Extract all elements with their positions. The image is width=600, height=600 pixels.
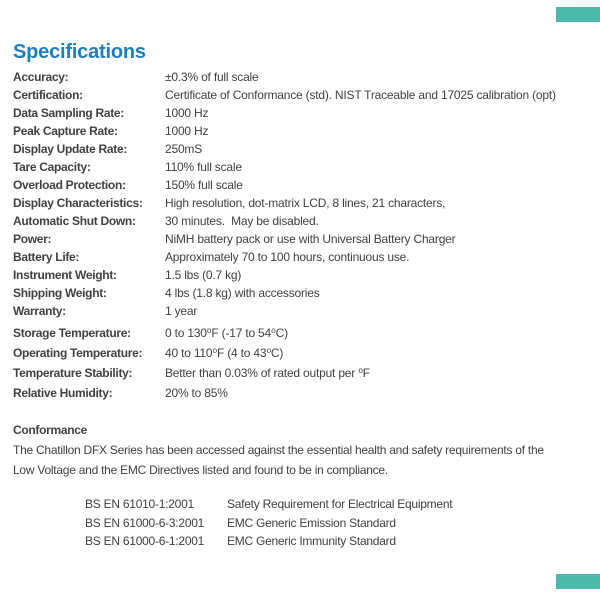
conformance-title: Conformance [13,423,88,437]
spec-label: Relative Humidity: [13,386,113,400]
spec-label: Instrument Weight: [13,268,117,282]
spec-value: 0 to 130⁰F (-17 to 54⁰C) [165,326,288,340]
standard-description: EMC Generic Emission Standard [227,515,396,530]
spec-value: Certificate of Conformance (std). NIST Traceable and 17025 calibration (opt) [165,88,556,102]
spec-row-certification [13,86,593,104]
spec-value: 110% full scale [165,160,242,174]
specifications-table [13,68,593,403]
spec-label: Warranty: [13,304,66,318]
conformance-body [13,441,595,480]
spec-value: High resolution, dot-matrix LCD, 8 lines, 21 characters, [165,196,446,210]
conformance-body-line: Low Voltage and the EMC Directives listed and found to be in compliance. [13,462,388,477]
spec-row-peak-capture-rate [13,122,593,140]
teal-corner-bar-top [556,7,600,22]
standard-code: BS EN 61010-1:2001 [85,497,194,511]
spec-value: 30 minutes. May be disabled. [165,214,319,228]
spec-row-temperature-stability [13,363,593,383]
conformance-body-line: The Chatillon DFX Series has been accessed against the essential health and safety requirements of the [13,443,544,457]
spec-row-shipping-weight [13,284,593,302]
spec-label: Tare Capacity: [13,160,91,174]
standard-code: BS EN 61000-6-1:2001 [85,534,205,548]
spec-value: 40 to 110⁰F (4 to 43⁰C) [165,346,284,360]
standard-description: EMC Generic Immunity Standard [227,534,396,548]
spec-row-warranty [13,302,593,320]
spec-row-display-characteristics [13,194,593,212]
standard-row [85,532,452,551]
spec-row-operating-temperature [13,343,593,363]
spec-value: Better than 0.03% of rated output per ⁰F [165,366,370,380]
spec-value: 1 year [165,304,198,318]
spec-value: ±0.3% of full scale [165,70,259,84]
standard-code: BS EN 61000-6-3:2001 [85,515,205,530]
spec-row-data-sampling-rate [13,104,593,122]
spec-row-display-update-rate [13,140,593,158]
spec-label: Power: [13,232,52,246]
spec-value: 4 lbs (1.8 kg) with accessories [165,286,320,300]
standard-description: Safety Requirement for Electrical Equipment [227,497,453,511]
spec-row-battery-life [13,248,593,266]
spec-label: Display Characteristics: [13,196,143,210]
teal-corner-bar-bottom [556,574,600,589]
spec-label: Battery Life: [13,250,80,264]
spec-value: 1000 Hz [165,106,209,120]
standards-list [85,495,452,551]
spec-row-accuracy [13,68,593,86]
spec-value: 20% to 85% [165,386,228,400]
spec-value: 150% full scale [165,178,243,192]
spec-label: Display Update Rate: [13,142,128,156]
spec-label: Temperature Stability: [13,366,133,380]
spec-row-instrument-weight [13,266,593,284]
spec-value: NiMH battery pack or use with Universal Battery Charger [165,232,456,246]
spec-row-overload-protection [13,176,593,194]
spec-label: Storage Temperature: [13,326,131,340]
standard-row [85,514,452,533]
spec-row-storage-temperature [13,323,593,343]
spec-label: Overload Protection: [13,178,126,192]
spec-row-automatic-shut-down [13,212,593,230]
spec-label: Accuracy: [13,70,69,84]
page-title: Specifications [13,41,146,63]
spec-value: Approximately 70 to 100 hours, continuous use. [165,250,410,264]
spec-row-tare-capacity [13,158,593,176]
spec-label: Automatic Shut Down: [13,214,136,228]
spec-label: Shipping Weight: [13,286,107,300]
standard-row [85,495,452,514]
spec-value: 1.5 lbs (0.7 kg) [165,268,242,282]
spec-label: Data Sampling Rate: [13,106,124,120]
spec-label: Peak Capture Rate: [13,124,118,138]
spec-row-power [13,230,593,248]
conformance-section [13,421,595,480]
spec-value: 250mS [165,142,203,156]
spec-label: Certification: [13,88,83,102]
spec-row-relative-humidity [13,383,593,403]
spec-value: 1000 Hz [165,124,209,138]
spec-label: Operating Temperature: [13,346,143,360]
